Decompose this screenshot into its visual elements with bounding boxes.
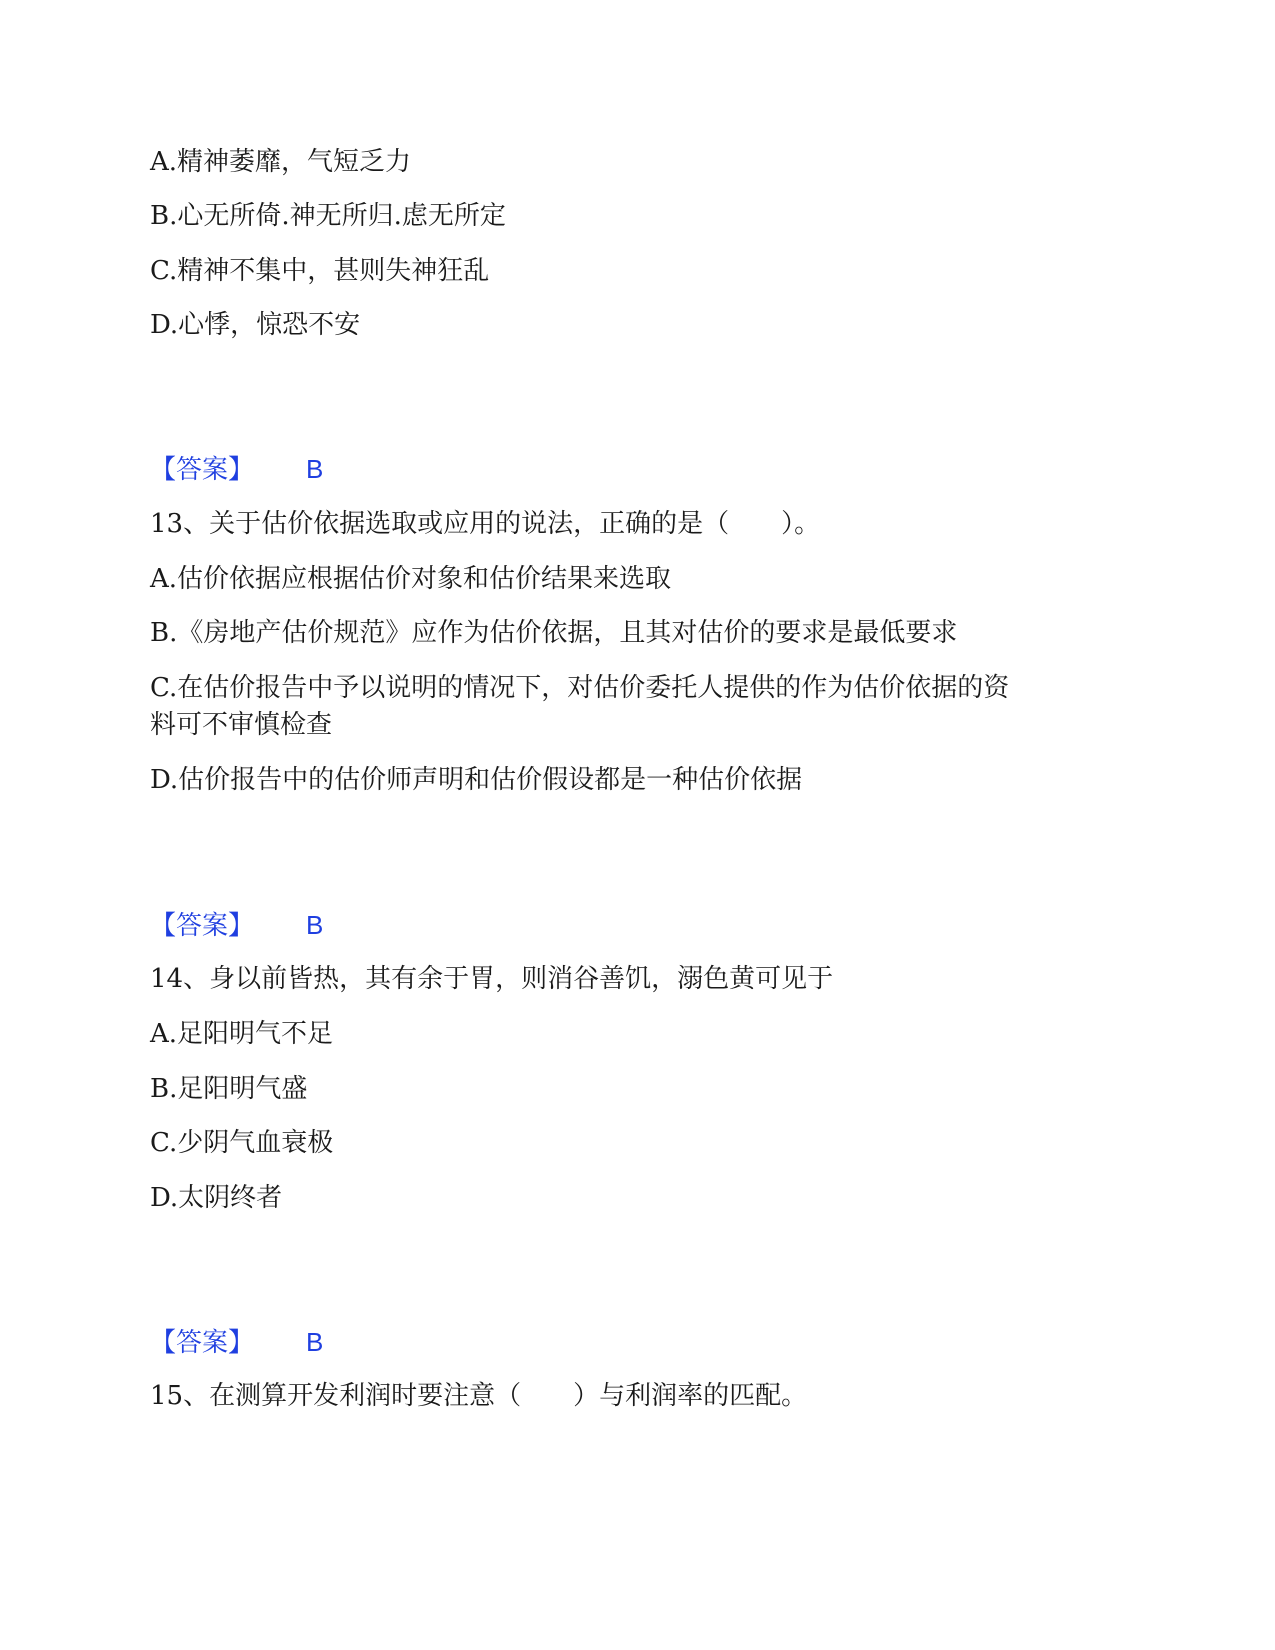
answer-label: 【答案】 — [150, 1328, 255, 1358]
question-13-stem: 13、关于估价依据选取或应用的说法，正确的是（ ）。 — [150, 509, 821, 539]
question-15-stem: 15、在测算开发利润时要注意（ ）与利润率的匹配。 — [150, 1381, 808, 1411]
answer-label: 【答案】 — [150, 911, 255, 941]
question-14-stem: 14、身以前皆热，其有余于胃，则消谷善饥，溺色黄可见于 — [150, 964, 834, 994]
q14-option-c: C.少阴气血衰极 — [150, 1128, 334, 1158]
answer-value: B — [306, 910, 324, 940]
answer-value: B — [306, 454, 324, 484]
q13-option-c-line1: C.在估价报告中予以说明的情况下，对估价委托人提供的作为估价依据的资 — [150, 673, 1010, 703]
option-b: B.心无所倚.神无所归.虑无所定 — [150, 201, 506, 231]
option-a: A.精神萎靡，气短乏力 — [150, 147, 412, 177]
q13-option-a: A.估价依据应根据估价对象和估价结果来选取 — [150, 564, 672, 594]
q14-option-b: B.足阳明气盛 — [150, 1074, 308, 1104]
option-d: D.心悸，惊恐不安 — [150, 310, 361, 340]
q13-option-d: D.估价报告中的估价师声明和估价假设都是一种估价依据 — [150, 765, 803, 795]
answer-label: 【答案】 — [150, 455, 255, 485]
q14-option-d: D.太阴终者 — [150, 1183, 283, 1213]
answer-row — [150, 1324, 323, 1361]
answer-row — [150, 907, 323, 944]
q13-option-b: B.《房地产估价规范》应作为估价依据，且其对估价的要求是最低要求 — [150, 618, 958, 648]
answer-value: B — [306, 1327, 324, 1357]
option-c: C.精神不集中，甚则失神狂乱 — [150, 256, 490, 286]
answer-row — [150, 451, 323, 488]
q14-option-a: A.足阳明气不足 — [150, 1019, 334, 1049]
q13-option-c-line2: 料可不审慎检查 — [150, 710, 333, 740]
